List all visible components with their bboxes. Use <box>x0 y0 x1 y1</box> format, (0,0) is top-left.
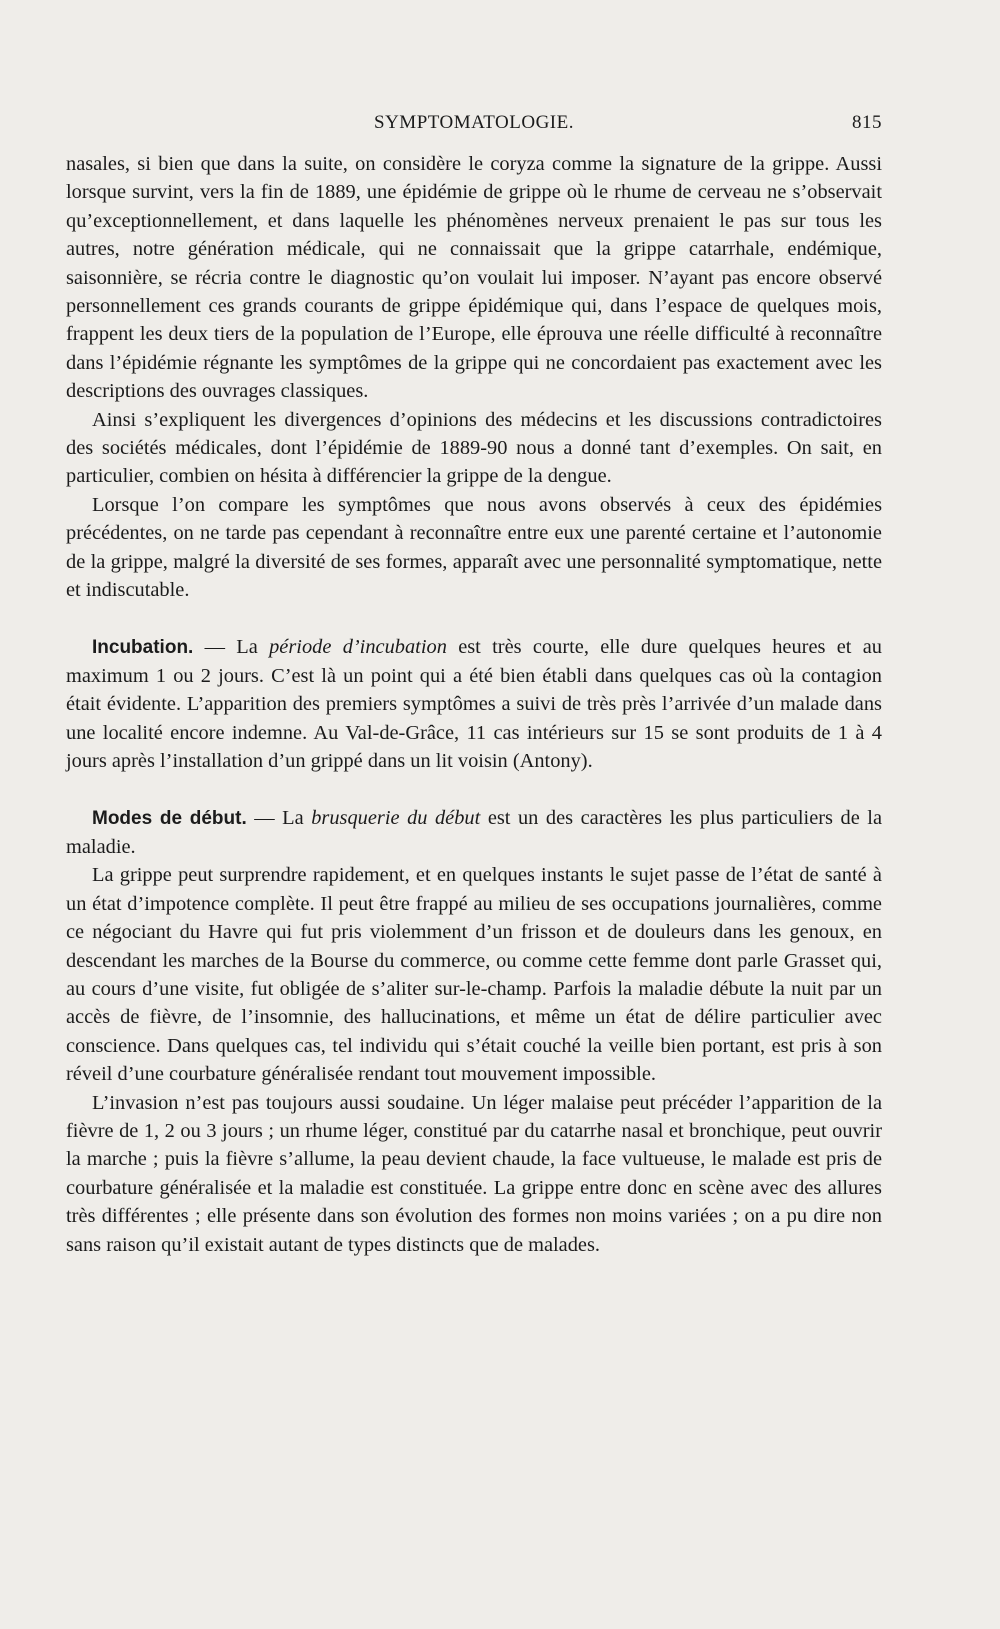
running-title: SYMPTOMATOLOGIE. <box>374 112 574 133</box>
paragraph-comparaison: Lorsque l’on compare les symptômes que nous avons observés à ceux des épidémies précédentes, on ne tarde pas cependant à reconnaître entre eux une parenté certaine et l’autonomie de la grippe, malgré la diversité de ses formes, apparaît avec une personnalité symptomatique, nette et indiscutable. <box>66 493 882 602</box>
section-heading-incubation: Incubation. <box>92 636 194 658</box>
page-body <box>66 150 882 1259</box>
section-modes-de-debut <box>66 804 882 862</box>
section-text: est très courte, elle dure quelques heures et au maximum 1 ou 2 jours. C’est là un point qui a été bien établi dans quelques cas où la contagion était évidente. L’apparition des premiers symptômes a suivi de très près l’arrivée d’un malade dans une localité encore indemne. Au Val-de-Grâce, 11 cas intérieurs sur 15 se sont produits de 1 à 4 jours après l’installation d’un grippé dans un lit voisin (Antony). <box>66 635 882 773</box>
italic-term: brusquerie du début <box>311 806 481 829</box>
paragraph-continuation: nasales, si bien que dans la suite, on considère le coryza comme la signature de la grippe. Aussi lorsque survint, vers la fin de 1889, une épidémie de grippe où le rhume de cerveau ne s’observait qu’exceptionnellement, et dans laquelle les phénomènes nerveux prenaient le pas sur tous les autres, notre génération médicale, qui ne connaissait que la grippe catarrhale, endémique, saisonnière, se récria contre le diagnostic qu’on voulait lui imposer. N’ayant pas encore observé personnellement ces grands courants de grippe épidémique qui, dans l’espace de quelques mois, frappent les deux tiers de la population de l’Europe, elle éprouva une réelle difficulté à reconnaître dans l’épidémie régnante les symptômes de la grippe qui ne concordaient pas exactement avec les descriptions des ouvrages classiques. <box>66 153 882 403</box>
running-header <box>66 112 882 140</box>
section-dash: — La <box>246 806 312 829</box>
section-incubation <box>66 633 882 776</box>
section-heading-modes: Modes de début. <box>92 807 247 829</box>
section-dash: — La <box>193 635 270 658</box>
italic-term: période d’incubation <box>269 635 447 658</box>
paragraph-surprise: La grippe peut surprendre rapidement, et en quelques instants le sujet passe de l’état de santé à un état d’impotence complète. Il peut être frappé au milieu de ses occupations journalières, comme ce négociant du Havre qui fut pris violemment d’un frisson et de douleurs dans les genoux, en descendant les marches de la Bourse du commerce, ou comme cette femme dont parle Grasset qui, au cours d’une visite, fut obligée de s’aliter sur-le-champ. Parfois la maladie débute la nuit par un accès de fièvre, de l’insomnie, des hallucinations, et même un état de délire particulier avec conscience. Dans quelques cas, tel individu qui s’était couché la veille bien portant, est pris à son réveil d’une courbature généralisée rendant tout mouvement impossible. <box>66 864 882 1086</box>
paragraph-invasion: L’invasion n’est pas toujours aussi soudaine. Un léger malaise peut précéder l’apparition de la fièvre de 1, 2 ou 3 jours ; un rhume léger, constitué par du catarrhe nasal et bronchique, peut ouvrir la marche ; puis la fièvre s’allume, la peau devient chaude, la face vultueuse, le malade est pris de courbature généralisée et la maladie est constituée. La grippe entre donc en scène avec des allures très différentes ; elle présente dans son évolution des formes non moins variées ; on a pu dire non sans raison qu’il existait autant de types distincts que de malades. <box>66 1091 882 1256</box>
section-text: est un des caractères les plus particuliers de la maladie. <box>66 806 882 858</box>
page-number: 815 <box>852 112 882 133</box>
paragraph-divergences: Ainsi s’expliquent les divergences d’opinions des médecins et les discussions contradictoires des sociétés médicales, dont l’épidémie de 1889-90 nous a donné tant d’exemples. On sait, en particulier, combien on hésita à différencier la grippe de la dengue. <box>66 408 882 488</box>
